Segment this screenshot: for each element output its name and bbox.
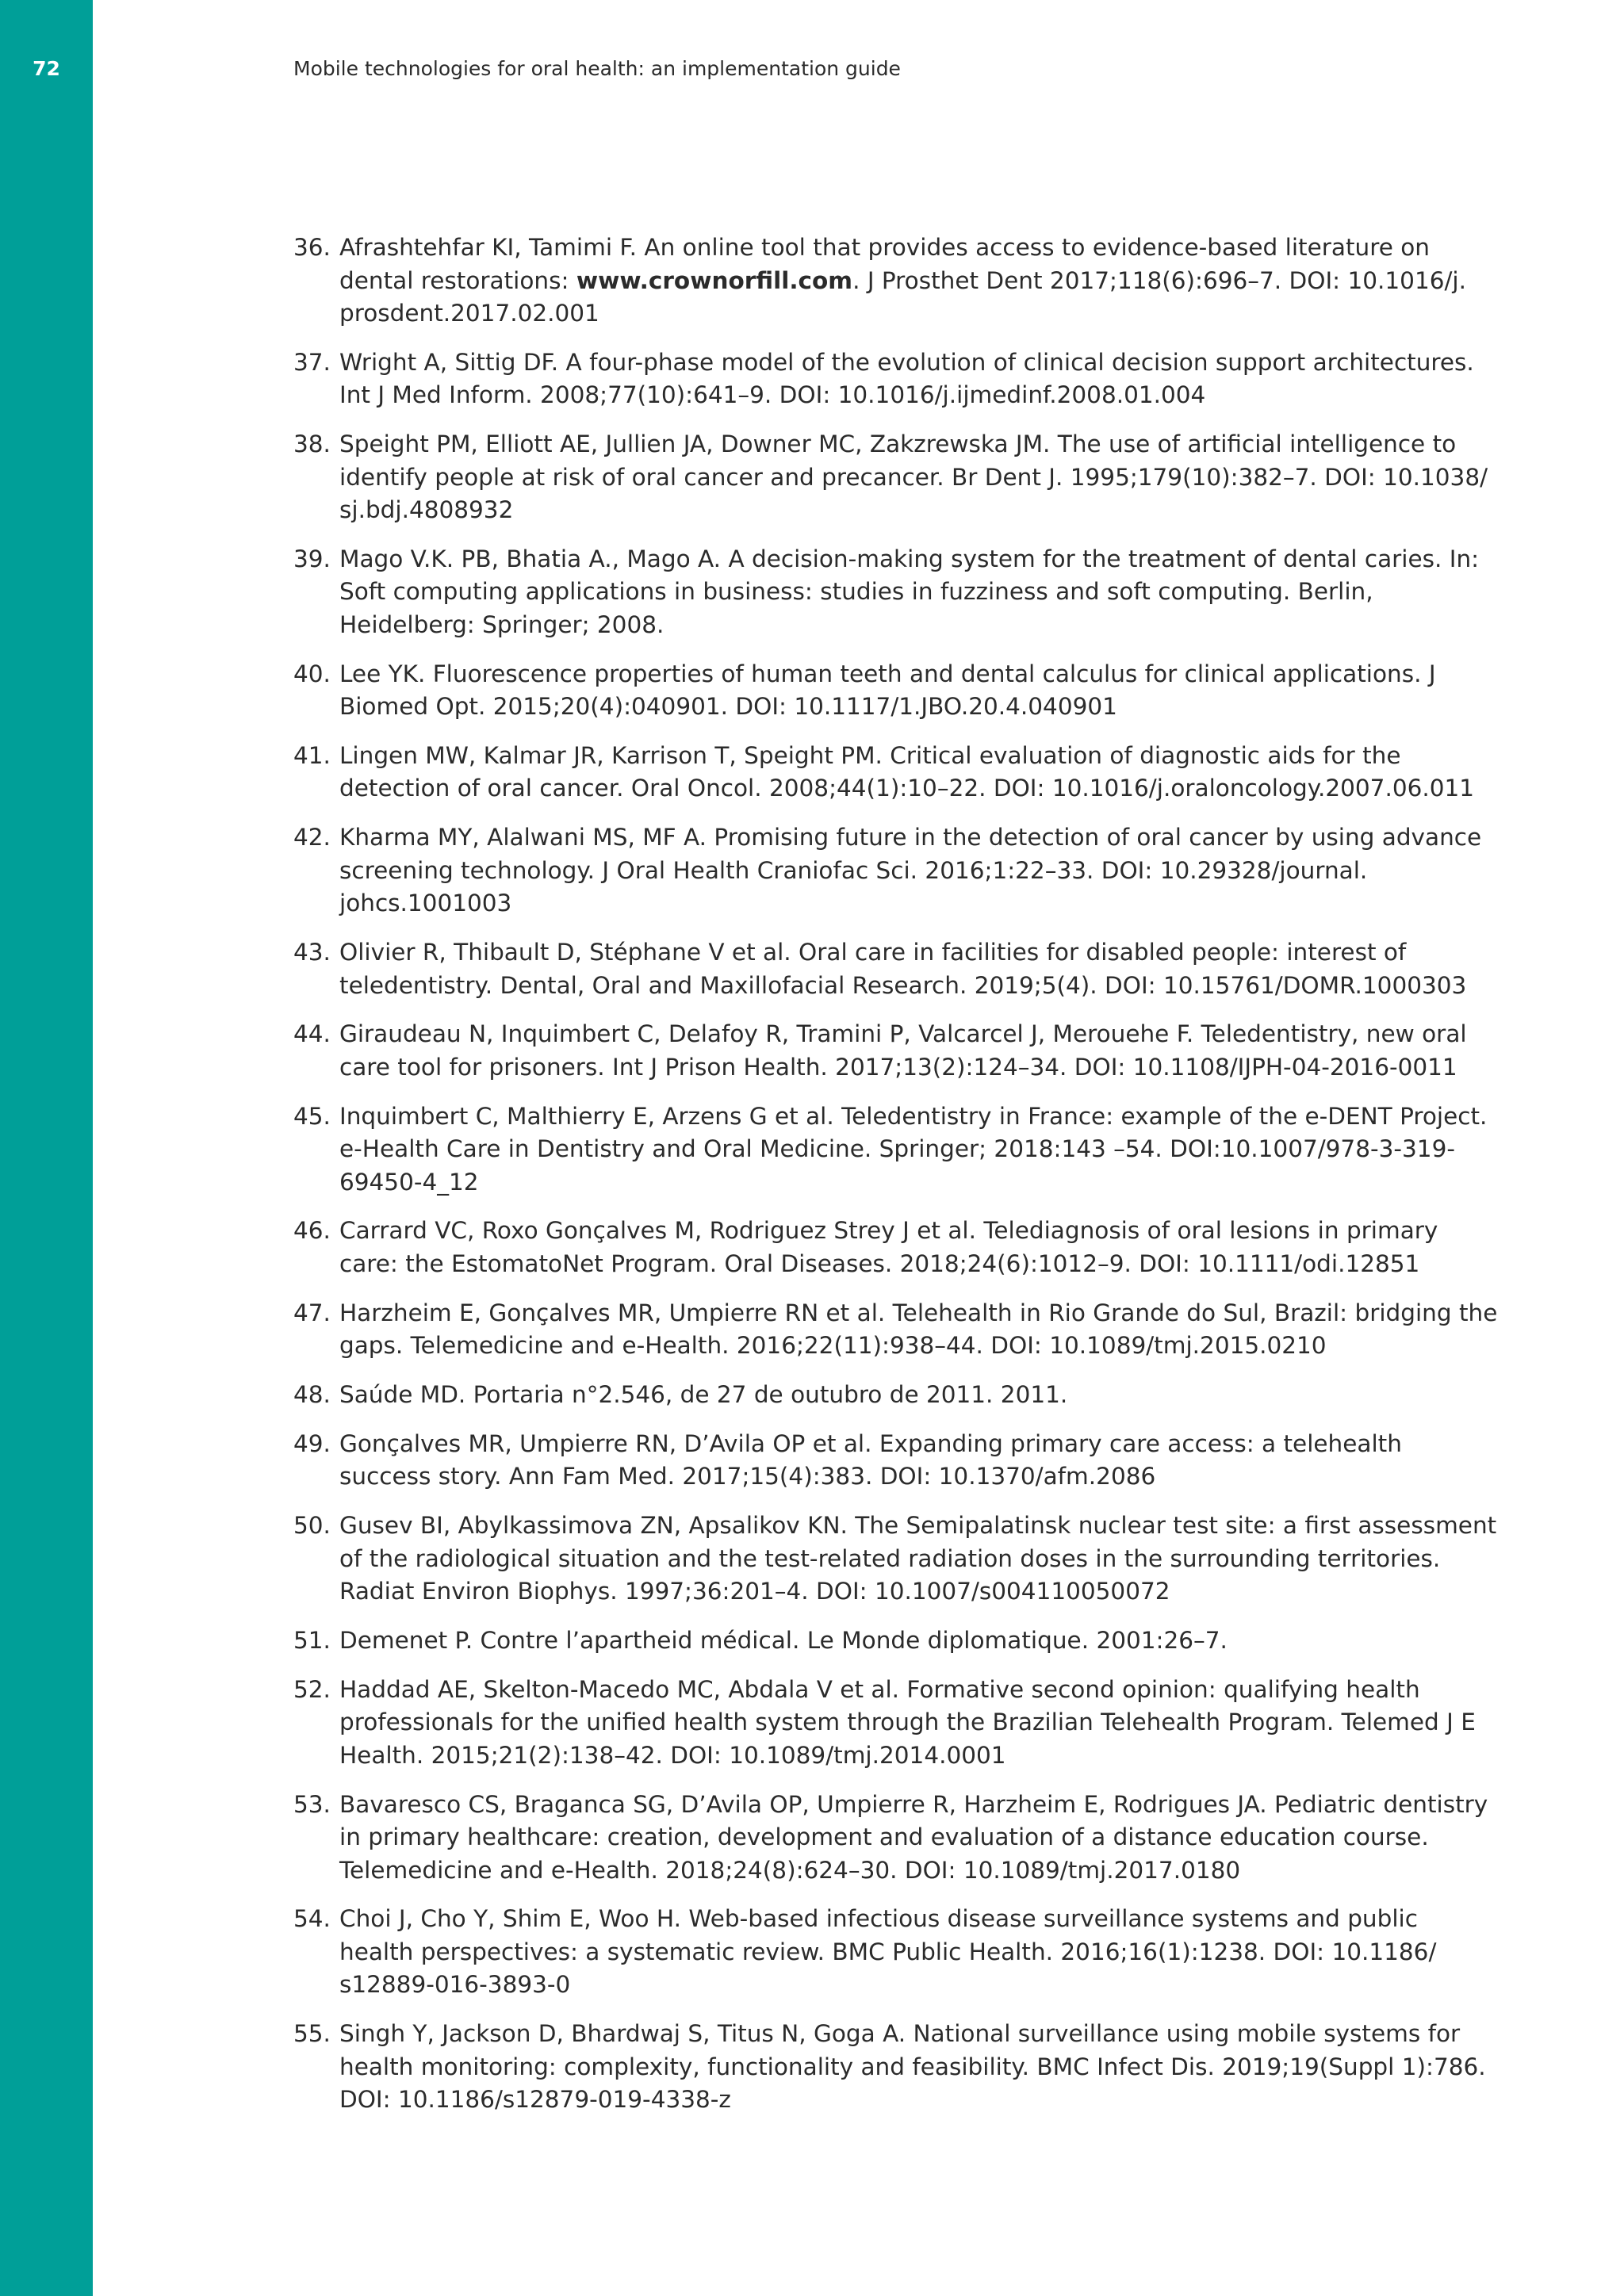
reference-text: Olivier R, Thibault D, Stéphane V et al. Oral care in facilities for disabled people: interest of teledentistry. Dental, Oral and Maxillofacial Research. 2019;5(4). DOI: 10.15761/DOMR.1000303 [339, 939, 1467, 999]
reference-number: 36. [293, 234, 331, 261]
reference-number: 45. [293, 1102, 331, 1130]
reference-text: Harzheim E, Gonçalves MR, Umpierre RN et al. Telehealth in Rio Grande do Sul, Brazil: bridging the gaps. Telemedicine and e-Health. 2016;22(11):938–44. DOI: 10.1089/tmj.2015.0210 [339, 1299, 1498, 1360]
reference-number: 40. [293, 660, 331, 687]
reference-number: 38. [293, 430, 331, 458]
reference-item [293, 232, 1499, 331]
reference-text: Kharma MY, Alalwani MS, MF A. Promising future in the detection of oral cancer by using advance screening technology. J Oral Health Craniofac Sci. 2016;1:22–33. DOI: 10.29328/journal. johcs.1001003 [339, 824, 1482, 917]
reference-item [293, 1018, 1499, 1084]
reference-item [293, 1379, 1499, 1412]
reference-item [293, 428, 1499, 527]
reference-text: Demenet P. Contre l’apartheid médical. Le Monde diplomatique. 2001:26–7. [339, 1626, 1228, 1654]
reference-number: 37. [293, 348, 331, 376]
reference-number: 49. [293, 1429, 331, 1457]
reference-text: Choi J, Cho Y, Shim E, Woo H. Web-based infectious disease surveillance systems and public health perspectives: a systematic review. BMC Public Health. 2016;16(1):1238. DOI: 10.1186/ s12889-016-3893-0 [339, 1905, 1437, 1999]
reference-number: 50. [293, 1512, 331, 1540]
reference-text: Speight PM, Elliott AE, Jullien JA, Downer MC, Zakzrewska JM. The use of artificial intelligence to identify people at risk of oral cancer and precancer. Br Dent J. 1995;179(10):382–7. DOI: 10.1038/ sj.bdj.4808932 [339, 430, 1488, 524]
reference-text: Giraudeau N, Inquimbert C, Delafoy R, Tramini P, Valcarcel J, Merouehe F. Teledentistry, new oral care tool for prisoners. Int J Prison Health. 2017;13(2):124–34. DOI: 10.1108/IJPH-04-2016-0011 [339, 1020, 1467, 1081]
reference-text: Afrashtehfar KI, Tamimi F. An online tool that provides access to evidence-based literature on dental restorations: [339, 234, 1430, 294]
reference-number: 43. [293, 939, 331, 966]
reference-item [293, 740, 1499, 806]
reference-item [293, 1510, 1499, 1609]
reference-item [293, 1428, 1499, 1494]
reference-link[interactable]: www.crownorfill.com [576, 266, 853, 294]
reference-item [293, 1903, 1499, 2002]
reference-item [293, 658, 1499, 724]
reference-text: Inquimbert C, Malthierry E, Arzens G et al. Teledentistry in France: example of the e-DENT Project. e-Health Care in Dentistry and Oral Medicine. Springer; 2018:143 –54. DOI:10.1007/978-3-319- 69450-4_12 [339, 1102, 1488, 1196]
reference-text: Saúde MD. Portaria n°2.546, de 27 de outubro de 2011. 2011. [339, 1381, 1068, 1409]
reference-text: Mago V.K. PB, Bhatia A., Mago A. A decision-making system for the treatment of dental caries. In: Soft computing applications in business: studies in fuzziness and soft computing. Berlin, Heidelberg: Springer; 2008. [339, 545, 1480, 638]
reference-item [293, 543, 1499, 642]
reference-number: 51. [293, 1626, 331, 1654]
reference-item [293, 821, 1499, 920]
reference-item [293, 2018, 1499, 2117]
reference-item [293, 1789, 1499, 1888]
reference-text: Haddad AE, Skelton-Macedo MC, Abdala V et al. Formative second opinion: qualifying health professionals for the unified health system through the Brazilian Telehealth Program. Telemed J E Health. 2015;21(2):138–42. DOI: 10.1089/tmj.2014.0001 [339, 1675, 1476, 1769]
side-color-band [0, 0, 93, 2296]
reference-text: Wright A, Sittig DF. A four-phase model of the evolution of clinical decision support architectures. Int J Med Inform. 2008;77(10):641–9. DOI: 10.1016/j.ijmedinf.2008.01.004 [339, 348, 1474, 409]
reference-item [293, 1215, 1499, 1280]
reference-number: 39. [293, 545, 331, 572]
reference-item [293, 1674, 1499, 1773]
reference-text: . J Prosthet Dent 2017;118(6):696–7. DOI: 10.1016/j. prosdent.2017.02.001 [339, 266, 1467, 327]
reference-number: 47. [293, 1299, 331, 1326]
reference-number: 52. [293, 1675, 331, 1703]
reference-text: Lingen MW, Kalmar JR, Karrison T, Speight PM. Critical evaluation of diagnostic aids for the detection of oral cancer. Oral Oncol. 2008;44(1):10–22. DOI: 10.1016/j.oraloncology.2007.06.011 [339, 741, 1475, 802]
reference-item [293, 936, 1499, 1002]
reference-text: Singh Y, Jackson D, Bhardwaj S, Titus N, Goga A. National surveillance using mobile systems for health monitoring: complexity, functionality and feasibility. BMC Infect Dis. 2019;19(Suppl 1):786. DOI: 10.1186/s12879-019-4338-z [339, 2020, 1486, 2114]
reference-item [293, 1100, 1499, 1200]
reference-list [293, 232, 1499, 2133]
reference-text: Gusev BI, Abylkassimova ZN, Apsalikov KN. The Semipalatinsk nuclear test site: a first assessment of the radiological situation and the test-related radiation doses in the surrounding territories. Radiat Environ Biophys. 1997;36:201–4. DOI: 10.1007/s004110050072 [339, 1512, 1497, 1605]
reference-text: Carrard VC, Roxo Gonçalves M, Rodriguez Strey J et al. Telediagnosis of oral lesions in primary care: the EstomatoNet Program. Oral Diseases. 2018;24(6):1012–9. DOI: 10.1111/odi.12851 [339, 1217, 1438, 1277]
running-header: Mobile technologies for oral health: an implementation guide [293, 57, 901, 80]
page-number: 72 [33, 57, 60, 80]
reference-number: 46. [293, 1217, 331, 1245]
reference-number: 44. [293, 1020, 331, 1048]
reference-number: 54. [293, 1905, 331, 1933]
reference-text: Bavaresco CS, Braganca SG, D’Avila OP, Umpierre R, Harzheim E, Rodrigues JA. Pediatric dentistry in primary healthcare: creation, development and evaluation of a distance education course. Telemedicine and e-Health. 2018;24(8):624–30. DOI: 10.1089/tmj.2017.0180 [339, 1790, 1488, 1884]
reference-item [293, 1624, 1499, 1658]
reference-number: 42. [293, 824, 331, 851]
reference-number: 55. [293, 2020, 331, 2048]
reference-text: Lee YK. Fluorescence properties of human teeth and dental calculus for clinical applications. J Biomed Opt. 2015;20(4):040901. DOI: 10.1117/1.JBO.20.4.040901 [339, 660, 1436, 721]
reference-text: Gonçalves MR, Umpierre RN, D’Avila OP et al. Expanding primary care access: a telehealth success story. Ann Fam Med. 2017;15(4):383. DOI: 10.1370/afm.2086 [339, 1429, 1402, 1490]
reference-number: 41. [293, 741, 331, 769]
reference-number: 53. [293, 1790, 331, 1818]
reference-item [293, 346, 1499, 412]
reference-number: 48. [293, 1381, 331, 1409]
reference-item [293, 1297, 1499, 1363]
